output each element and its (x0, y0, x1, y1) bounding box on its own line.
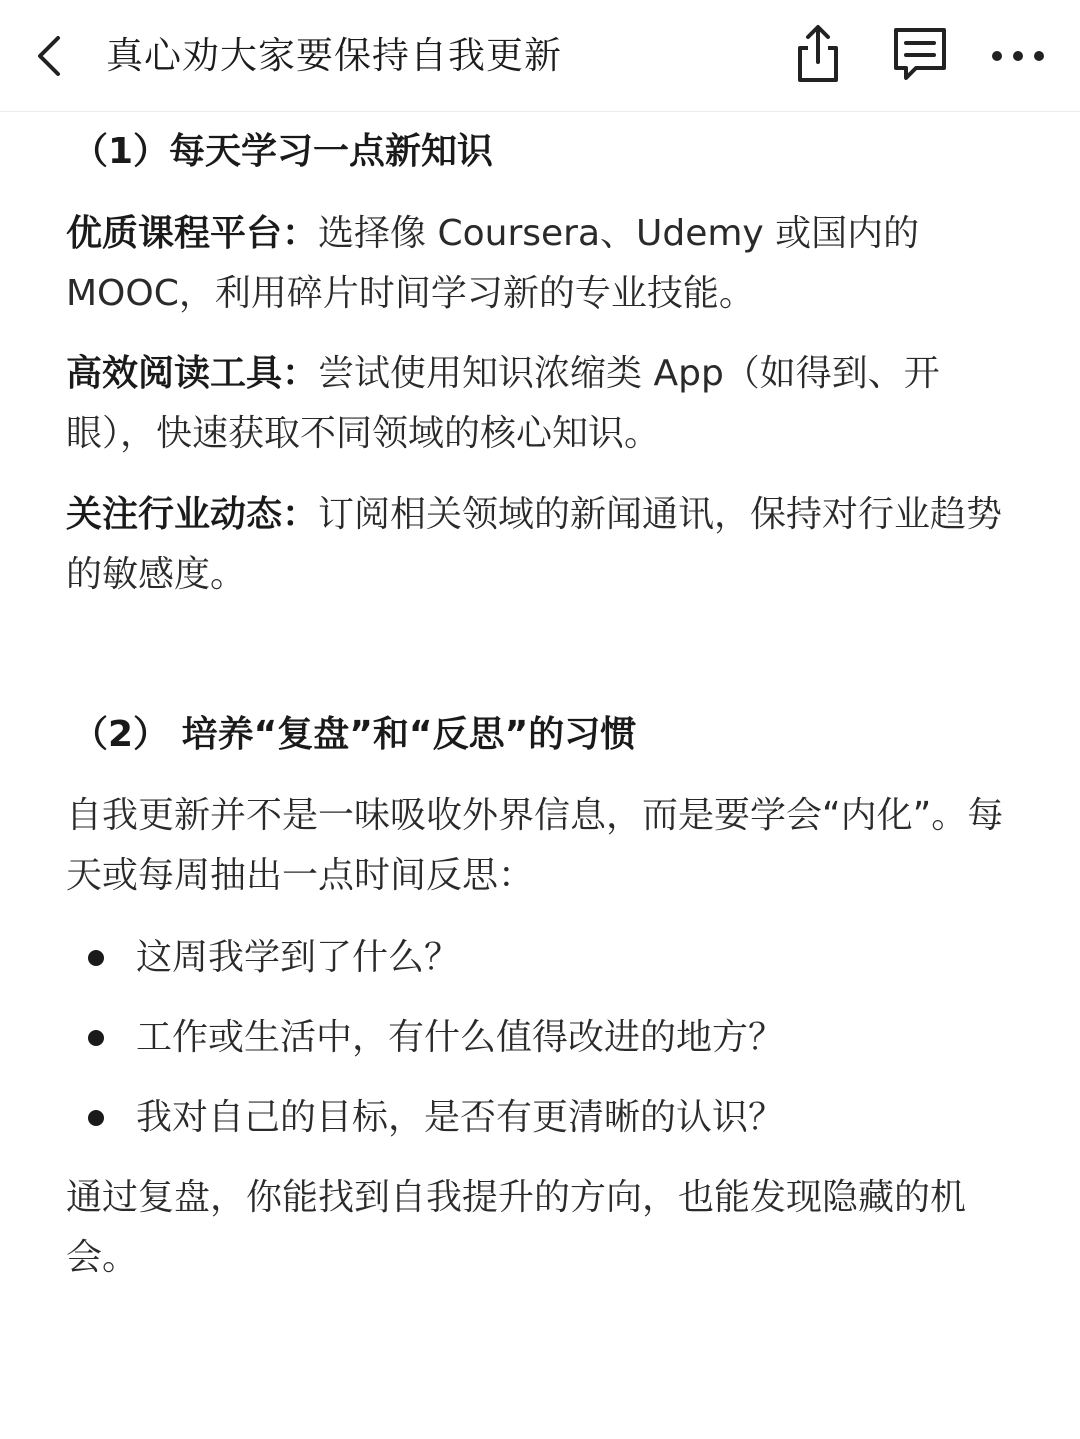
paragraph-intro: 自我更新并不是一味吸收外界信息，而是要学会“内化”。每天或每周抽出一点时间反思： (66, 795, 1004, 896)
bullet-dot (88, 950, 104, 966)
item-label: 优质课程平台： (66, 213, 319, 254)
page-title: 真心劝大家要保持自我更新 (106, 34, 562, 77)
share-icon (786, 22, 850, 86)
paragraph-industry-trends (66, 485, 1016, 605)
bullet-dot (88, 1030, 104, 1046)
item-text: 尝试使用知识浓缩类 App（如得到、开眼），快速获取不同领域的核心知识。 (66, 353, 940, 454)
comment-icon (886, 22, 950, 86)
more-button[interactable] (986, 22, 1050, 86)
item-label: 高效阅读工具： (66, 353, 319, 394)
section-heading-1: （1）每天学习一点新知识 (72, 131, 494, 172)
section-heading-2: （2） 培养“复盘”和“反思”的习惯 (72, 714, 637, 755)
paragraph-outro: 通过复盘，你能找到自我提升的方向，也能发现隐藏的机会。 (66, 1177, 967, 1278)
paragraph-reading-tools (66, 344, 1016, 464)
share-button[interactable] (786, 22, 850, 86)
more-icon (986, 22, 1050, 86)
comment-button[interactable] (886, 22, 950, 86)
item-text: 订阅相关领域的新闻通讯，保持对行业趋势的敏感度。 (66, 494, 1003, 595)
chevron-left-icon (26, 30, 74, 82)
nav-bar (0, 0, 1080, 112)
back-button[interactable] (26, 30, 74, 82)
paragraph-course-platforms (66, 204, 1016, 324)
item-text: 选择像 Coursera、Udemy 或国内的 MOOC，利用碎片时间学习新的专业技能。 (66, 213, 920, 314)
item-label: 关注行业动态： (66, 494, 319, 535)
bullet-dot (88, 1110, 104, 1126)
